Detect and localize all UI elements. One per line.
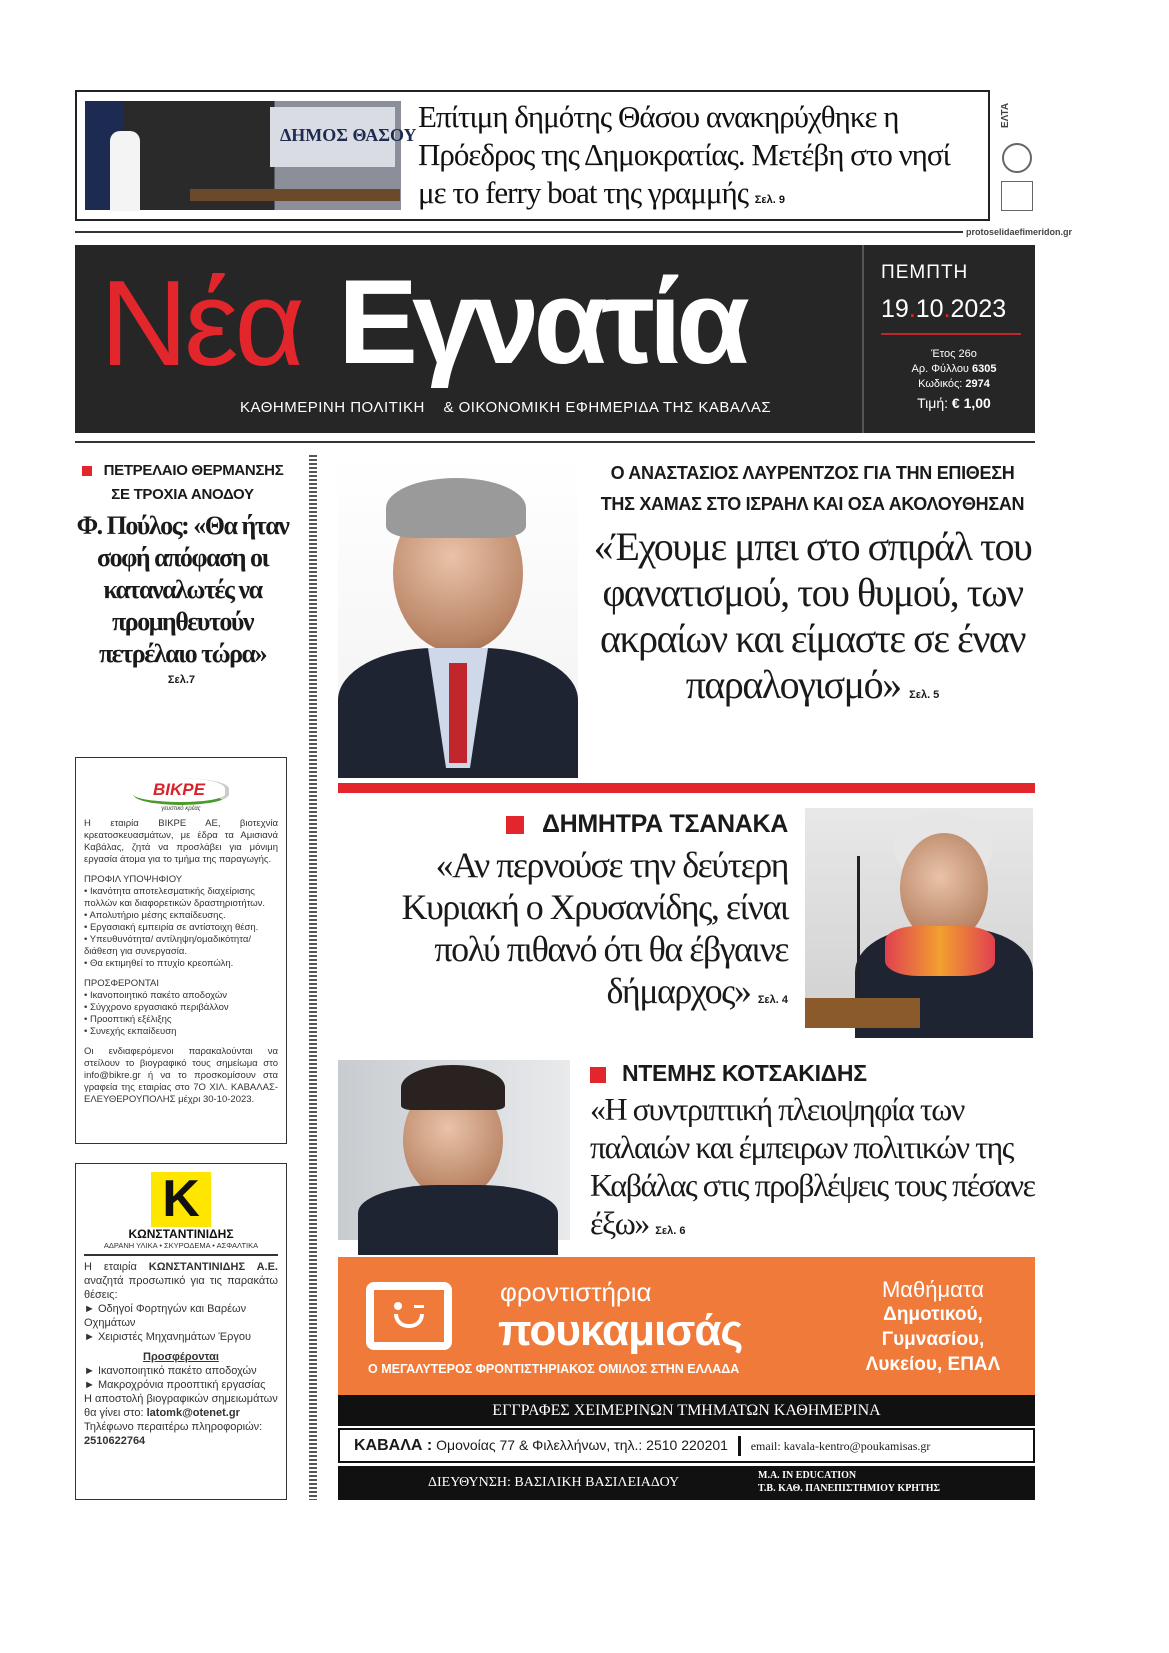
registration-bar: ΕΓΓΡΑΦΕΣ ΧΕΙΜΕΡΙΝΩΝ ΤΜΗΜΑΤΩΝ ΚΑΘΗΜΕΡΙΝΑ: [338, 1395, 1035, 1426]
date-underline: [881, 333, 1021, 335]
left-story[interactable]: ΠΕΤΡΕΛΑΙΟ ΘΕΡΜΑΝΣΗΣ ΣΕ ΤΡΟΧΙΑ ΑΝΟΔΟΥ Φ. Πούλος: «Θα ήταν σοφή απόφαση οι καταναλωτές να προμηθευτούν πετρέλαιο τώρα» Σελ.7: [76, 462, 289, 686]
main-story[interactable]: Ο ΑΝΑΣΤΑΣΙΟΣ ΛΑΥΡΕΝΤΖΟΣ ΓΙΑ ΤΗΝ ΕΠΙΘΕΣΗ ΤΗΣ ΧΑΜΑΣ ΣΤΟ ΙΣΡΑΗΛ ΚΑΙ ΟΣΑ ΑΚΟΛΟΥΘΗΣΑΝ «Έχουμε μπει στο σπιράλ του φανατισμού, του θυμού, των ακραίων και είμαστε σε έναν παραλογισμό» Σελ. 5: [590, 456, 1035, 718]
third-story-photo: [338, 1060, 570, 1240]
wink-logo-icon: [366, 1282, 452, 1350]
divider: [75, 441, 1035, 443]
red-divider: [338, 783, 1035, 793]
elta-logo: ΕΛΤΑ: [1000, 102, 1011, 128]
bikre-logo: BIKPE γευστικό κρέας: [84, 764, 278, 814]
konstantinidis-job-ad[interactable]: K ΚΩΝΣΤΑΝΤΙΝΙΔΗΣ ΑΔΡΑΝΗ ΥΛΙΚΑ • ΣΚΥΡΟΔΕΜΑ • ΑΣΦΑΛΤΙΚΑ Η εταιρία ΚΩΝΣΤΑΝΤΙΝΙΔΗΣ Α.Ε. αναζητά προσωπικό για τις παρακάτω θέσεις: ► Οδηγοί Φορτηγών και Βαρέων Οχημάτων ► Χειριστές Μηχανημάτων Έργου Προσφέρονται ► Ικανοποιητικό πακέτο αποδοχών ► Μακροχρόνια προοπτική εργασίας Η αποστολή βιογραφικών σημειωμάτων θα γίνει στο: latomk@otenet.gr Τηλέφωνο περαιτέρω πληροφοριών: 2510622764: [75, 1163, 287, 1500]
masthead-title-white: Εγνατία: [338, 255, 744, 389]
watermark: protoselidaefimeridon.gr: [966, 227, 1073, 237]
top-story-photo: [85, 101, 417, 210]
second-story-quote: «Αν περνούσε την δεύτερη Κυριακή ο Χρυσανίδης, είναι πολύ πιθανό ότι θα έβγαινε δήμαρχος» Σελ. 4: [401, 845, 788, 1011]
second-story[interactable]: ΔΗΜΗΤΡΑ ΤΣΑΝΑΚΑ «Αν περνούσε την δεύτερη Κυριακή ο Χρυσανίδης, είναι πολύ πιθανό ότι θα έβγαινε δήμαρχος» Σελ. 4: [338, 806, 788, 1021]
photo-table: [190, 189, 400, 201]
divider: [75, 231, 963, 233]
third-story-quote: «Η συντριπτική πλειοψηφία των παλαιών και έμπειρων πολιτικών της Καβάλας στις προβλέψεις τους πέσανε έξω» Σελ. 6: [590, 1091, 1035, 1241]
courses: Μαθήματα Δημοτικού, Γυμνασίου, Λυκείου, ΕΠΑΛ: [865, 1277, 1001, 1375]
third-story[interactable]: ΝΤΕΜΗΣ ΚΟΤΣΑΚΙΔΗΣ «Η συντριπτική πλειοψηφία των παλαιών και έμπειρων πολιτικών της Καβάλας στις προβλέψεις τους πέσανε έξω» Σελ. 6: [590, 1058, 1035, 1250]
photo-figure: [110, 131, 140, 211]
permit-stamp: [1001, 181, 1033, 211]
issue-date: 19.10.2023: [881, 295, 1007, 323]
konstantinidis-logo: K: [151, 1172, 211, 1227]
masthead-title-red: Νέα: [100, 255, 302, 391]
postal-stamps: [1000, 95, 1035, 215]
bikre-job-ad[interactable]: BIKPE γευστικό κρέας Η εταιρία ΒΙΚΡΕ ΑΕ, βιοτεχνία κρεατοσκευασμάτων, με έδρα τα Αμισιανά Καβάλας, ζητά να προσλάβει για μόνιμη εργασία άτομα για το τμήμα της παραγωγής. ΠΡΟΦΙΛ ΥΠΟΨΗΦΙΟΥ • Ικανότητα αποτελεσματικής διαχείρισης πολλών και διαφορετικών δραστηριοτήτων. • Απολυτήριο μέσης εκπαίδευσης. • Εργασιακή εμπειρία σε αντίστοιχη θέση. • Υπευθυνότητα/ αντίληψη/ομαδικότητα/ διάθεση για συνεργασία. • Θα εκτιμηθεί το πτυχίο κρεοπώλη. ΠΡΟΣΦΕΡΟΝΤΑΙ • Ικανοποιητικό πακέτο αποδοχών • Σύγχρονο εργασιακό περιβάλλον • Προοπτική εξέλιξης • Συνεχής εκπαίδευση Οι ενδιαφερόμενοι παρακαλούνται να στείλουν το βιογραφικό τους σημείωμα στο info@bikre.gr ή να το προσκομίσουν στα γραφεία της εταιρίας στο 7Ο ΧΙΛ. ΚΑΒΑΛΑΣ-ΕΛΕΥΘΕΡΟΥΠΟΛΗΣ μέχρι 30-10-2023.: [75, 757, 287, 1144]
issue-meta: Έτος 26ο Αρ. Φύλλου 6305 Κωδικός: 2974 Τιμή: € 1,00: [911, 348, 997, 411]
main-story-photo: [338, 458, 578, 767]
main-story-quote: «Έχουμε μπει στο σπιράλ του φανατισμού, του θυμού, των ακραίων και είμαστε σε έναν παραλογισμό» Σελ. 5: [593, 524, 1032, 707]
photo-banner: ΔΗΜΟΣ ΘΑΣΟΥ: [270, 107, 395, 167]
poukamisas-ad[interactable]: φροντιστήρια πουκαμισάς Ο ΜΕΓΑΛΥΤΕΡΟΣ ΦΡΟΝΤΙΣΤΗΡΙΑΚΟΣ ΟΜΙΛΟΣ ΣΤΗΝ ΕΛΛΑΔΑ Μαθήματα Δημοτικού, Γυμνασίου, Λυκείου, ΕΠΑΛ: [338, 1257, 1035, 1395]
contact-bar: ΚΑΒΑΛΑ : Ομονοίας 77 & Φιλελλήνων, τηλ.: 2510 220201 email: kavala-kentro@poukamisas.gr: [338, 1428, 1035, 1463]
top-story-headline[interactable]: Επίτιμη δημότης Θάσου ανακηρύχθηκε η Πρόεδρος της Δημοκρατίας. Μετέβη στο νησί με το ferry boat της γραμμής Σελ. 9: [418, 99, 950, 210]
seal-icon: [1002, 143, 1032, 173]
column-separator: [309, 455, 317, 1500]
director-bar: ΔΙΕΥΘΥΝΣΗ: ΒΑΣΙΛΙΚΗ ΒΑΣΙΛΕΙΑΔΟΥ M.A. IN EDUCATION Τ.Β. ΚΑΘ. ΠΑΝΕΠΙΣΤΗΜΙΟΥ ΚΡΗΤΗΣ: [338, 1466, 1035, 1500]
issue-info: [862, 245, 1035, 433]
masthead-subtitle: ΚΑΘΗΜΕΡΙΝΗ ΠΟΛΙΤΙΚΗ & ΟΙΚΟΝΟΜΙΚΗ ΕΦΗΜΕΡΙΔΑ ΤΗΣ ΚΑΒΑΛΑΣ: [240, 399, 772, 416]
left-story-headline: Φ. Πούλος: «Θα ήταν σοφή απόφαση οι καταναλωτές να προμηθευτούν πετρέλαιο τώρα»: [76, 511, 289, 668]
issue-day: ΠΕΜΠΤΗ: [881, 262, 969, 283]
second-story-photo: [805, 808, 1033, 1028]
